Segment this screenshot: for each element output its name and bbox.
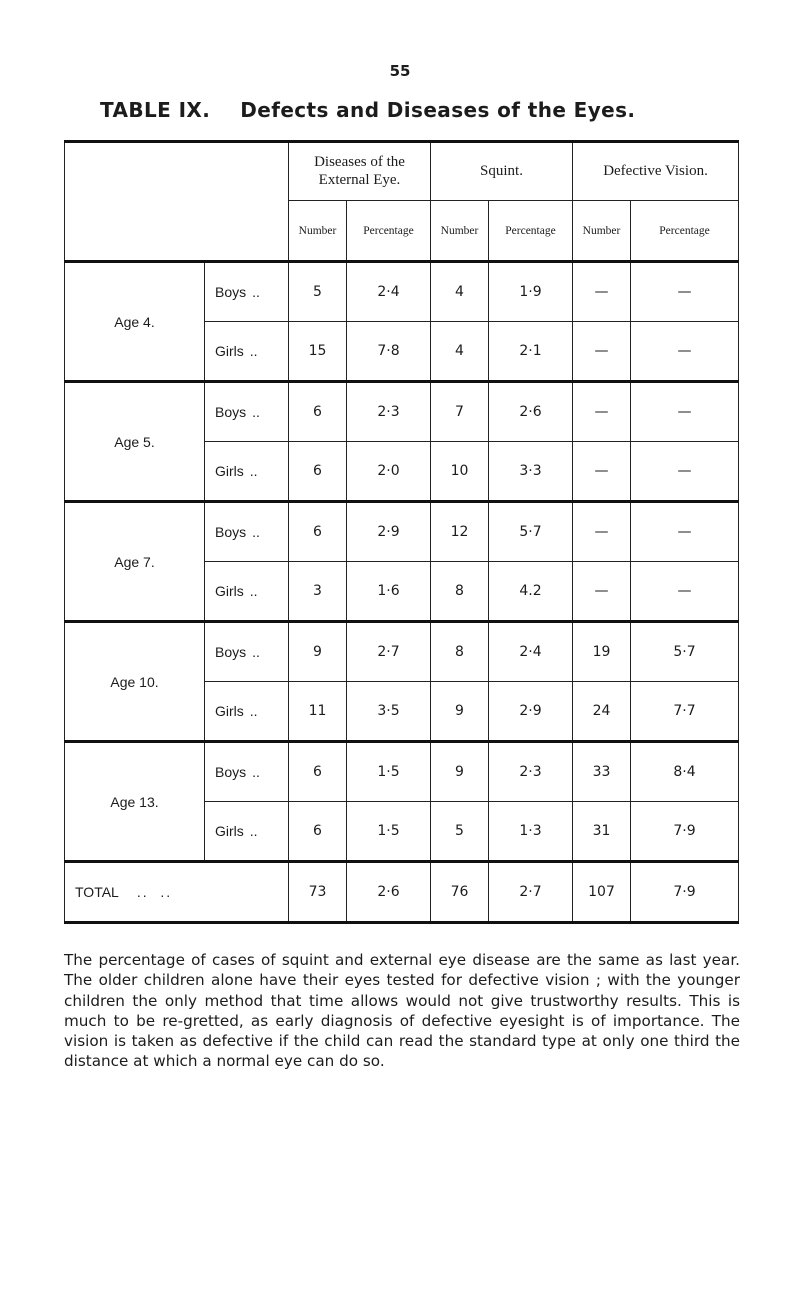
cell: — — [573, 322, 631, 382]
commentary-paragraph: The percentage of cases of squint and external eye disease are the same as last year. The older children alone have their eyes tested for defective vision ; with the younger children the only method that time allows would not give trustworthy results. This is much to be re-gretted, as early diagnosis of defective eyesight is of importance. The vision is taken as defective if the child can read the standard type at only one third the distance at which a normal eye can do so. — [64, 951, 740, 1071]
cell: — — [573, 382, 631, 442]
cell: — — [573, 262, 631, 322]
table-row — [65, 742, 739, 802]
cell: 1·3 — [489, 802, 573, 862]
table-heading: Defects and Diseases of the Eyes. — [240, 98, 636, 122]
cell: 2·4 — [489, 622, 573, 682]
cell: — — [631, 382, 739, 442]
sex-label: Boys .. — [205, 742, 289, 802]
cell: 8 — [431, 562, 489, 622]
cell: 15 — [289, 322, 347, 382]
cell: — — [573, 502, 631, 562]
cell: 11 — [289, 682, 347, 742]
cell: 1·5 — [347, 802, 431, 862]
age-label: Age 13. — [65, 742, 205, 862]
table-title — [100, 98, 635, 122]
cell: 6 — [289, 742, 347, 802]
total-cell: 107 — [573, 862, 631, 923]
cell: — — [631, 322, 739, 382]
subheader-percentage: Percentage — [631, 201, 739, 262]
subheader-number: Number — [573, 201, 631, 262]
cell: 2·1 — [489, 322, 573, 382]
table-body — [65, 262, 739, 923]
cell: 2·4 — [347, 262, 431, 322]
page-number: 55 — [389, 62, 411, 80]
sex-label: Girls .. — [205, 322, 289, 382]
cell: 3·5 — [347, 682, 431, 742]
sex-label: Boys .. — [205, 382, 289, 442]
cell: 3·3 — [489, 442, 573, 502]
cell: 31 — [573, 802, 631, 862]
cell: 7 — [431, 382, 489, 442]
eye-defects-table — [64, 140, 739, 924]
cell: — — [631, 262, 739, 322]
cell: 5 — [431, 802, 489, 862]
cell: 4 — [431, 262, 489, 322]
sex-label: Girls .. — [205, 562, 289, 622]
table-row — [65, 262, 739, 322]
cell: 7·7 — [631, 682, 739, 742]
table-label: TABLE IX. — [100, 98, 211, 122]
age-label: Age 7. — [65, 502, 205, 622]
total-cell: 7·9 — [631, 862, 739, 923]
cell: 5·7 — [489, 502, 573, 562]
table-row — [65, 382, 739, 442]
cell: — — [573, 442, 631, 502]
cell: 1·5 — [347, 742, 431, 802]
cell: 9 — [431, 682, 489, 742]
cell: 2·9 — [347, 502, 431, 562]
cell: — — [573, 562, 631, 622]
cell: 6 — [289, 802, 347, 862]
total-cell: 73 — [289, 862, 347, 923]
header-external-eye: Diseases of the External Eye. — [289, 142, 431, 201]
cell: 2·7 — [347, 622, 431, 682]
cell: 10 — [431, 442, 489, 502]
cell: 5·7 — [631, 622, 739, 682]
cell: 8·4 — [631, 742, 739, 802]
cell: 2·9 — [489, 682, 573, 742]
cell: 24 — [573, 682, 631, 742]
total-row — [65, 862, 739, 923]
age-label: Age 5. — [65, 382, 205, 502]
cell: 1·9 — [489, 262, 573, 322]
sex-label: Boys .. — [205, 502, 289, 562]
total-label: TOTAL .. .. — [65, 862, 289, 923]
cell: 4.2 — [489, 562, 573, 622]
cell: 7·8 — [347, 322, 431, 382]
cell: 4 — [431, 322, 489, 382]
cell: 9 — [431, 742, 489, 802]
cell: 2·0 — [347, 442, 431, 502]
sex-label: Boys .. — [205, 622, 289, 682]
age-label: Age 4. — [65, 262, 205, 382]
total-cell: 2·7 — [489, 862, 573, 923]
total-cell: 2·6 — [347, 862, 431, 923]
cell: 5 — [289, 262, 347, 322]
cell: 6 — [289, 502, 347, 562]
subheader-percentage: Percentage — [489, 201, 573, 262]
cell: 6 — [289, 442, 347, 502]
cell: 2·3 — [347, 382, 431, 442]
table-row — [65, 502, 739, 562]
cell: — — [631, 562, 739, 622]
cell: 8 — [431, 622, 489, 682]
corner-cell — [65, 142, 289, 262]
cell: 33 — [573, 742, 631, 802]
cell: 19 — [573, 622, 631, 682]
total-cell: 76 — [431, 862, 489, 923]
age-label: Age 10. — [65, 622, 205, 742]
cell: 12 — [431, 502, 489, 562]
table-row — [65, 622, 739, 682]
subheader-number: Number — [289, 201, 347, 262]
cell: 2·6 — [489, 382, 573, 442]
sex-label: Girls .. — [205, 442, 289, 502]
header-defective-vision: Defective Vision. — [573, 142, 739, 201]
cell: — — [631, 502, 739, 562]
header-squint: Squint. — [431, 142, 573, 201]
cell: 2·3 — [489, 742, 573, 802]
cell: — — [631, 442, 739, 502]
cell: 6 — [289, 382, 347, 442]
cell: 7·9 — [631, 802, 739, 862]
sex-label: Girls .. — [205, 802, 289, 862]
cell: 9 — [289, 622, 347, 682]
sex-label: Girls .. — [205, 682, 289, 742]
subheader-number: Number — [431, 201, 489, 262]
sex-label: Boys .. — [205, 262, 289, 322]
cell: 3 — [289, 562, 347, 622]
subheader-percentage: Percentage — [347, 201, 431, 262]
cell: 1·6 — [347, 562, 431, 622]
